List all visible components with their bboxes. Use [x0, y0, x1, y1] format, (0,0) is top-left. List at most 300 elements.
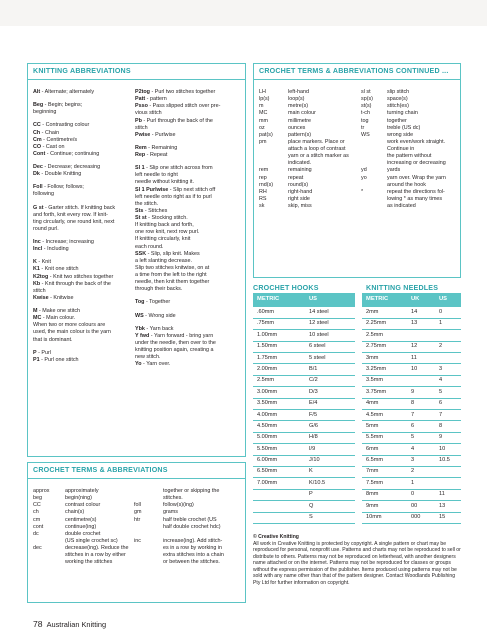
term-row — [134, 495, 242, 502]
abbreviation-line — [135, 251, 244, 258]
table-cell: 3.75mm — [362, 387, 407, 398]
table-cell: Q — [305, 501, 355, 512]
definition: skip, miss — [288, 203, 312, 209]
table-row — [362, 353, 461, 364]
table-row — [362, 364, 461, 375]
table-cell: 10 steel — [305, 330, 355, 341]
abbreviation-line — [33, 122, 134, 129]
abbreviation-line — [33, 239, 134, 246]
definition: attach a loop of contrast — [288, 146, 346, 152]
abbreviation-definition: - Purl through the back of the — [141, 117, 213, 124]
table-row — [362, 444, 461, 455]
table-cell: 11 — [407, 353, 435, 364]
table-cell: 5 — [435, 387, 461, 398]
table-cell: 1 — [435, 318, 461, 329]
table-cell — [253, 512, 305, 523]
term: MC — [259, 110, 268, 117]
abbreviation-line — [33, 337, 134, 344]
table-cell: 2.25mm — [362, 318, 407, 329]
abbreviation-line — [33, 205, 134, 212]
table-cell: 3 — [435, 364, 461, 375]
definition: continue(ing) — [65, 523, 97, 530]
term-row — [361, 110, 461, 117]
term-row — [259, 132, 367, 139]
abbreviation-definition: - Together — [144, 299, 171, 306]
abbreviation-definition: one row knit, next row purl. — [135, 229, 200, 236]
abbreviation-line — [135, 118, 244, 125]
term-row — [33, 538, 133, 545]
definition: half double crochet hdc) — [163, 523, 221, 530]
abbreviation-definition: knitting position again, creating a — [135, 347, 214, 353]
abbreviation-definition: - Begin; begins; — [43, 102, 83, 109]
definition: or between the stitches. — [163, 559, 220, 566]
abbreviation-term: Pwise — [135, 131, 151, 138]
table-row — [253, 353, 355, 364]
table-cell: 2.5mm — [362, 330, 407, 341]
abbreviation-line — [135, 272, 244, 279]
abbreviation-definition: - Purl one stitch — [39, 356, 79, 363]
term-row — [259, 153, 367, 160]
term: rnd(s) — [259, 181, 274, 188]
term-row — [134, 559, 242, 566]
term: RH — [259, 188, 267, 195]
term — [361, 146, 387, 153]
term-row — [33, 495, 133, 502]
abbreviation-definition: - Main colour. — [41, 315, 76, 322]
term: dec — [33, 545, 42, 551]
term-row — [259, 103, 367, 110]
definition: Continue in — [387, 146, 415, 152]
abbreviation-definition: If knitting circularly, knit — [135, 236, 191, 243]
table-cell: 3.25mm — [362, 364, 407, 375]
abbreviation-line — [33, 281, 134, 288]
definition: working the stitches — [65, 559, 113, 566]
table-row — [253, 466, 355, 477]
abbreviation-definition: - Knit one stitch — [39, 266, 79, 273]
abbreviation-line — [135, 313, 244, 320]
term — [259, 160, 288, 167]
abbreviation-definition: - Remaining — [146, 144, 178, 151]
term-row — [134, 517, 242, 524]
table-row — [362, 512, 461, 523]
definition: yarn or a stitch marker as — [288, 153, 349, 160]
abbreviation-term: Foll — [33, 184, 43, 191]
abbreviation-term: MC — [33, 315, 42, 322]
definition: loop(s) — [288, 96, 305, 103]
abbreviation-definition: left needle onto right as if to purl — [135, 193, 212, 200]
term — [134, 495, 163, 502]
table-row — [253, 341, 355, 352]
table-cell: 5mm — [362, 421, 407, 432]
abbreviation-term: Sts — [135, 207, 144, 214]
term-row — [134, 488, 242, 495]
term-row — [33, 517, 133, 524]
table-cell — [435, 330, 461, 341]
term-row — [33, 531, 133, 538]
abbreviation-term: Psso — [135, 103, 148, 110]
term-row — [259, 118, 367, 125]
table-row — [253, 318, 355, 329]
term — [134, 531, 163, 538]
table-cell: 2 — [407, 466, 435, 477]
abbreviation-line — [33, 212, 134, 219]
abbreviation-term: K — [33, 259, 37, 266]
table-cell: 1.00mm — [253, 330, 305, 341]
term-row — [361, 118, 461, 125]
term: approx — [33, 488, 50, 494]
table-cell: 5.50mm — [253, 444, 305, 455]
table-cell: 4 — [407, 444, 435, 455]
definition: increasing or decreasing — [387, 160, 446, 167]
term: m — [259, 103, 264, 110]
term — [134, 524, 163, 531]
abbreviation-term: P2tog — [135, 89, 150, 95]
term-row — [134, 538, 242, 545]
abbreviation-term: Rem — [135, 144, 147, 151]
table-cell: 000 — [407, 512, 435, 523]
abbreviation-term: K2tog — [33, 273, 49, 280]
table-cell — [407, 330, 435, 341]
term: LH — [259, 89, 266, 95]
table-row — [253, 455, 355, 466]
term: sk — [259, 203, 265, 209]
abbreviation-definition: - Garter stitch. If knitting back — [43, 204, 116, 211]
knitting-abbreviations-box — [27, 63, 246, 457]
table-cell: 9mm — [362, 501, 407, 512]
abbreviation-definition: - Make one stitch — [37, 308, 81, 314]
definition: yarn over. Wrap the yarn — [387, 174, 446, 181]
abbreviation-line — [33, 184, 134, 191]
abbreviation-definition: used, the main colour is the yarn — [33, 329, 111, 336]
table-cell — [253, 489, 305, 500]
term-row — [259, 96, 367, 103]
table-cell: 14 steel — [305, 307, 355, 318]
table-row — [362, 318, 461, 329]
table-cell: K — [305, 466, 355, 477]
abbreviation-line — [135, 229, 244, 236]
abbreviation-line — [33, 130, 134, 137]
abbreviation-line — [135, 187, 244, 194]
abbreviation-line — [135, 103, 244, 110]
page-number: 78 — [33, 619, 43, 629]
abbreviation-definition: - Stitches — [143, 207, 168, 214]
table-row — [362, 489, 461, 500]
abbreviation-definition: If knitting back and forth, — [135, 222, 194, 229]
abbreviation-line — [33, 191, 134, 198]
definition: half treble crochet (US — [163, 516, 217, 523]
table-row — [362, 387, 461, 398]
definition: around the hook — [387, 181, 426, 188]
table-row — [253, 375, 355, 386]
definition: follow(s)(ing) — [163, 502, 194, 509]
definition: double crochet — [65, 530, 101, 537]
table-row — [253, 512, 355, 523]
abbreviation-line — [135, 236, 244, 243]
term — [134, 552, 163, 559]
table-cell: 10 — [407, 364, 435, 375]
term: WS — [361, 131, 370, 138]
table-cell: 00 — [407, 501, 435, 512]
abbreviation-line — [33, 137, 134, 144]
abbreviation-line — [33, 274, 134, 281]
abbreviation-line — [33, 315, 134, 322]
abbreviation-line — [33, 246, 134, 253]
table-cell: 5.5mm — [362, 432, 407, 443]
table-cell: 3.50mm — [253, 398, 305, 409]
abbreviation-line — [135, 361, 244, 368]
term: yo — [361, 174, 367, 181]
table-cell: 14 — [407, 307, 435, 318]
table-cell: 6.5mm — [362, 455, 407, 466]
term: inc — [134, 537, 141, 544]
table-row — [253, 432, 355, 443]
abbreviation-line — [33, 329, 134, 336]
abbreviation-term: Cm — [33, 136, 42, 143]
abbreviation-line — [33, 308, 134, 315]
abbreviation-line — [33, 219, 134, 226]
crochet-terms-continued-box — [253, 63, 461, 278]
term — [361, 203, 387, 210]
abbreviation-term: CC — [33, 122, 41, 129]
abbreviation-definition: - Slip next stitch off — [168, 186, 216, 193]
abbreviation-definition: new stitch. — [135, 354, 161, 361]
abbreviation-line — [135, 265, 244, 272]
term: t-ch — [361, 110, 370, 117]
table-cell: 5 — [407, 432, 435, 443]
abbreviation-line — [135, 326, 244, 333]
abbreviation-line — [135, 208, 244, 215]
definition: yards — [387, 167, 401, 174]
abbreviation-definition: each round. — [135, 243, 164, 250]
abbreviation-term: Tog — [135, 299, 145, 306]
table-cell: 13 — [435, 501, 461, 512]
abbreviation-line — [33, 89, 134, 96]
term-row — [33, 509, 133, 516]
column-header: US — [305, 293, 355, 307]
table-cell: 10 — [435, 444, 461, 455]
abbreviation-line — [135, 340, 244, 347]
abbreviation-term: Alt — [33, 89, 41, 95]
abbreviation-definition: - Slip, slip knit. Makes — [146, 250, 200, 257]
abbreviation-line — [135, 279, 244, 286]
abbreviation-definition: needle without knitting it. — [135, 179, 195, 186]
table-row — [253, 421, 355, 432]
column-header: UK — [407, 293, 435, 307]
term: foll — [134, 502, 141, 509]
abbreviation-line — [33, 171, 134, 178]
term — [361, 182, 387, 189]
abbreviation-term: WS — [135, 312, 144, 319]
table-cell: 8 — [435, 421, 461, 432]
table-cell: B/1 — [305, 364, 355, 375]
term-row — [33, 559, 133, 566]
table-header-row — [253, 293, 355, 307]
abbreviation-term: Sl 1 Purlwise — [135, 186, 169, 193]
term: yd — [361, 167, 367, 174]
abbreviation-line — [135, 215, 244, 222]
table-cell: 2mm — [362, 307, 407, 318]
abbreviation-definition: - Centimetre/s — [41, 136, 78, 143]
table-cell: 12 — [407, 341, 435, 352]
table-cell: 3.5mm — [362, 375, 407, 386]
abbreviation-definition: stitch — [33, 287, 46, 294]
abbreviation-definition: - Chain — [40, 129, 60, 136]
table-cell: 1 — [407, 478, 435, 489]
table-cell: 6 steel — [305, 341, 355, 352]
abbreviation-line — [135, 333, 244, 340]
crochet-terms-continued-column-2 — [361, 89, 461, 210]
definition — [163, 531, 242, 538]
knitting-needles-table — [362, 293, 461, 524]
abbreviation-term: Y fwd — [135, 332, 150, 339]
table-cell: S — [305, 512, 355, 523]
table-row — [362, 501, 461, 512]
term-row — [134, 552, 242, 559]
term: CC — [33, 502, 41, 509]
definition: millimetre — [288, 117, 312, 124]
table-header-row — [362, 293, 461, 307]
term-row — [259, 189, 367, 196]
table-cell: 10mm — [362, 512, 407, 523]
definition: slip stitch — [387, 89, 410, 95]
table-cell: 6 — [435, 398, 461, 409]
definition: increase(ing). Add stitch- — [163, 537, 223, 544]
abbreviation-term: Rep — [135, 152, 146, 158]
term-row — [259, 175, 367, 182]
table-cell: 13 — [407, 318, 435, 329]
table-cell: 6.50mm — [253, 466, 305, 477]
abbreviation-term: P — [33, 349, 37, 356]
table-cell: 6.00mm — [253, 455, 305, 466]
abbreviation-line — [33, 322, 134, 329]
table-cell: 9 — [407, 387, 435, 398]
knitting-abbreviations-column-2 — [135, 89, 244, 368]
abbreviation-term: Ybk — [135, 325, 145, 332]
term — [259, 153, 288, 160]
table-cell: 7.5mm — [362, 478, 407, 489]
term-row — [259, 203, 367, 210]
table-row — [362, 466, 461, 477]
crochet-terms-column-1 — [33, 488, 133, 566]
knitting-abbreviations-column-1 — [33, 89, 134, 364]
term-row — [361, 196, 461, 203]
term-row — [134, 531, 242, 538]
abbreviation-definition: a left slanting decrease. — [135, 257, 192, 264]
table-cell — [435, 466, 461, 477]
abbreviation-line — [135, 354, 244, 361]
table-cell: 7.00mm — [253, 478, 305, 489]
abbreviation-line — [135, 89, 244, 96]
abbreviation-line — [135, 194, 244, 201]
definition: metre(s) — [288, 103, 309, 110]
term — [33, 552, 65, 559]
term-row — [259, 167, 367, 174]
definition: extra stitches into a chain — [163, 552, 224, 558]
abbreviation-definition: - Knit two stitches together — [48, 273, 114, 280]
term-row — [134, 509, 242, 516]
abbreviation-definition: - Double Knitting — [39, 171, 82, 178]
definition: right side — [288, 195, 310, 202]
abbreviation-line — [33, 102, 134, 109]
abbreviation-term: Yo — [135, 361, 142, 368]
abbreviation-line — [135, 179, 244, 186]
abbreviation-line — [135, 258, 244, 265]
term-row — [259, 139, 367, 146]
abbreviation-line — [33, 357, 134, 364]
abbreviation-definition: a time from the left to the right — [135, 272, 207, 278]
term: htr — [134, 516, 141, 523]
term-row — [361, 203, 461, 210]
table-row — [253, 489, 355, 500]
abbreviation-line — [135, 172, 244, 179]
abbreviation-definition: - pattern — [145, 96, 167, 103]
knitting-needles-title: KNITTING NEEDLES — [366, 284, 439, 292]
table-cell: 5 steel — [305, 353, 355, 364]
table-cell: .60mm — [253, 307, 305, 318]
abbreviation-term: Ch — [33, 129, 41, 136]
definition: indicated. — [288, 160, 312, 167]
term — [361, 153, 387, 160]
crochet-hooks-title: CROCHET HOOKS — [253, 284, 319, 292]
term-row — [361, 132, 461, 139]
knitting-abbreviations-title: KNITTING ABBREVIATIONS — [28, 64, 245, 80]
table-cell: 4.50mm — [253, 421, 305, 432]
term-row — [134, 545, 242, 552]
table-cell: 4.00mm — [253, 410, 305, 421]
definition: remaining — [288, 167, 312, 174]
abbreviation-line — [33, 288, 134, 295]
term-row — [361, 189, 461, 196]
term — [361, 196, 387, 203]
term: * — [361, 188, 364, 195]
table-cell: 3 — [407, 455, 435, 466]
term: tr — [361, 124, 365, 131]
abbreviation-definition: Slip two stitches knitwise, on at — [135, 264, 210, 271]
abbreviation-line — [135, 152, 244, 159]
abbreviation-definition: - Alternate; alternately — [40, 89, 95, 95]
abbreviation-term: SSK — [135, 250, 147, 257]
term — [259, 146, 288, 153]
abbreviation-definition: - Wrong side — [143, 312, 176, 319]
abbreviation-line — [135, 145, 244, 152]
table-row — [362, 455, 461, 466]
abbreviation-definition: that is dominant. — [33, 336, 73, 343]
abbreviation-line — [135, 201, 244, 208]
term: tog — [361, 117, 369, 124]
abbreviation-line — [135, 132, 244, 139]
table-cell: 1.50mm — [253, 341, 305, 352]
abbreviation-definition: - Purl — [36, 349, 51, 356]
term — [361, 139, 387, 146]
term-row — [134, 524, 242, 531]
definition: round(s) — [288, 181, 309, 188]
abbreviation-definition: - Stocking stitch. — [146, 215, 188, 221]
definition: main colour — [288, 110, 316, 117]
crochet-terms-continued-column-1 — [259, 89, 367, 210]
table-row — [253, 478, 355, 489]
definition: work even/work straight. — [387, 138, 446, 145]
term-row — [361, 139, 461, 146]
term: oz — [259, 124, 265, 131]
term: rep — [259, 174, 267, 181]
table-cell: F/5 — [305, 410, 355, 421]
abbreviation-line — [33, 109, 134, 116]
column-header: METRIC — [362, 293, 407, 307]
abbreviation-definition: - Repeat — [145, 152, 168, 158]
abbreviation-line — [33, 144, 134, 151]
term-row — [361, 125, 461, 132]
abbreviation-line — [135, 299, 244, 306]
